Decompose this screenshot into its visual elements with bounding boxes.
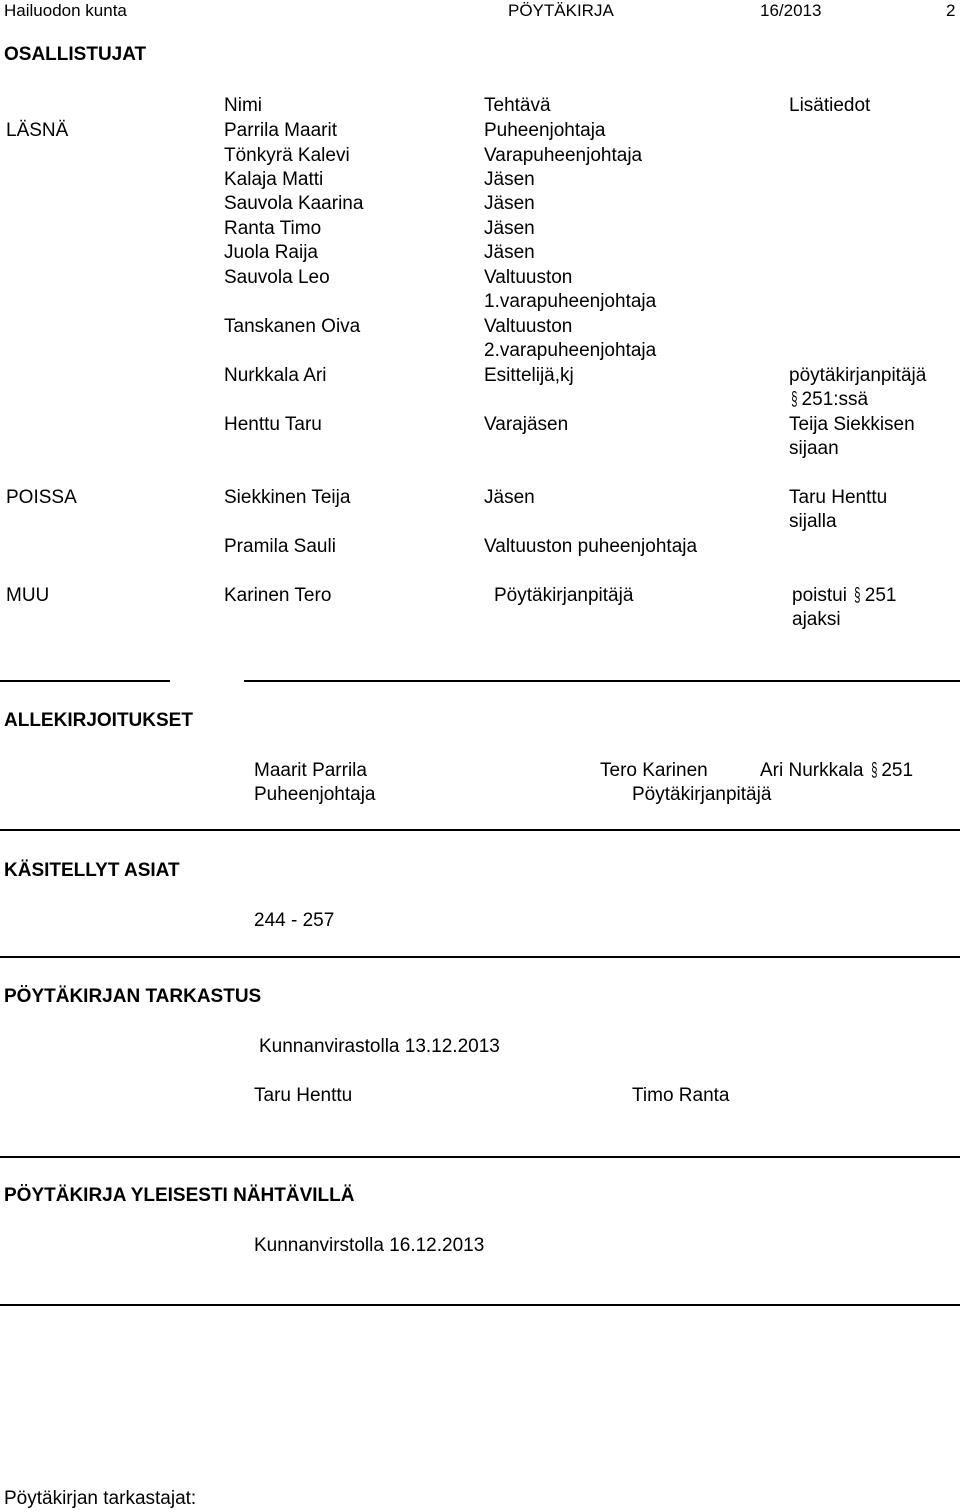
participant-note-cont: sijaan [789,438,839,459]
participant-role: Jäsen [484,169,535,190]
participant-role: Varapuheenjohtaja [484,145,643,166]
participant-name: Parrila Maarit [224,120,337,141]
section-sign-icon: § [791,389,798,410]
participant-role: Jäsen [484,487,535,508]
divider [0,680,170,682]
third-signer-name: Ari Nurkkala [760,760,864,781]
col-role-header: Tehtävä [484,95,551,116]
participants-title: OSALLISTUJAT [4,44,147,65]
page-number: 2 [946,1,956,20]
participant-name: Sauvola Kaarina [224,193,364,214]
col-notes-header: Lisätiedot [789,95,871,116]
note-text: 251:ssä [801,389,869,410]
section-sign-icon: § [870,760,878,781]
participant-role: Jäsen [484,242,535,263]
reviewers-label: Pöytäkirjan tarkastajat: [4,1488,197,1509]
secretary-role: Pöytäkirjanpitäjä [632,784,772,805]
signatures-title: ALLEKIRJOITUKSET [4,710,193,731]
participant-note: Teija Siekkisen [789,414,915,435]
divider [0,829,960,831]
secretary-name: Tero Karinen [600,760,708,781]
public-title: PÖYTÄKIRJA YLEISESTI NÄHTÄVILLÄ [4,1185,355,1206]
participant-name: Sauvola Leo [224,267,330,288]
participant-name: Henttu Taru [224,414,322,435]
participant-role: Esittelijä,kj [484,365,574,386]
participant-name: Juola Raija [224,242,318,263]
reviewer-1: Taru Henttu [254,1085,353,1106]
participant-note-cont: sijalla [789,511,837,532]
participant-name: Tanskanen Oiva [224,316,361,337]
participant-name: Tönkyrä Kalevi [224,145,350,166]
review-title: PÖYTÄKIRJAN TARKASTUS [4,986,262,1007]
participant-role: Pöytäkirjanpitäjä [494,585,634,606]
handled-range: 244 - 257 [254,910,335,931]
participant-note [792,585,896,607]
participant-role-cont: 2.varapuheenjohtaja [484,340,657,361]
participant-note-cont [789,389,868,411]
participant-role: Puheenjohtaja [484,120,606,141]
third-signer-number: 251 [881,760,914,781]
participant-role: Valtuuston puheenjohtaja [484,536,698,557]
municipality-name: Hailuodon kunta [4,1,127,20]
participant-role: Jäsen [484,193,535,214]
participant-name: Pramila Sauli [224,536,336,557]
third-signer [760,760,913,782]
participant-role: Jäsen [484,218,535,239]
other-label: MUU [6,585,50,606]
chair-name: Maarit Parrila [254,760,367,781]
col-name-header: Nimi [224,95,262,116]
divider [0,956,960,958]
absent-label: POISSA [6,487,77,508]
present-label: LÄSNÄ [6,120,69,141]
participant-role: Valtuuston [484,267,573,288]
participant-role: Varajäsen [484,414,569,435]
chair-role: Puheenjohtaja [254,784,376,805]
participant-name: Siekkinen Teija [224,487,351,508]
section-sign-icon: § [854,585,861,606]
handled-title: KÄSITELLYT ASIAT [4,860,180,881]
public-place-date: Kunnanvirstolla 16.12.2013 [254,1235,485,1256]
document-number: 16/2013 [760,1,822,20]
note-text: poistui [792,585,847,606]
participant-note: Taru Henttu [789,487,888,508]
participant-name: Nurkkala Ari [224,365,327,386]
divider [0,1304,960,1306]
divider [0,1156,960,1158]
participant-name: Karinen Tero [224,585,332,606]
participant-note: pöytäkirjanpitäjä [789,365,927,386]
participant-note-cont: ajaksi [792,609,841,630]
divider [244,680,960,682]
note-number: 251 [864,585,897,606]
participant-role-cont: 1.varapuheenjohtaja [484,291,657,312]
document-type: PÖYTÄKIRJA [508,1,614,20]
participant-name: Kalaja Matti [224,169,324,190]
reviewer-2: Timo Ranta [632,1085,730,1106]
review-place-date: Kunnanvirastolla 13.12.2013 [259,1036,500,1057]
participant-role: Valtuuston [484,316,573,337]
participant-name: Ranta Timo [224,218,322,239]
